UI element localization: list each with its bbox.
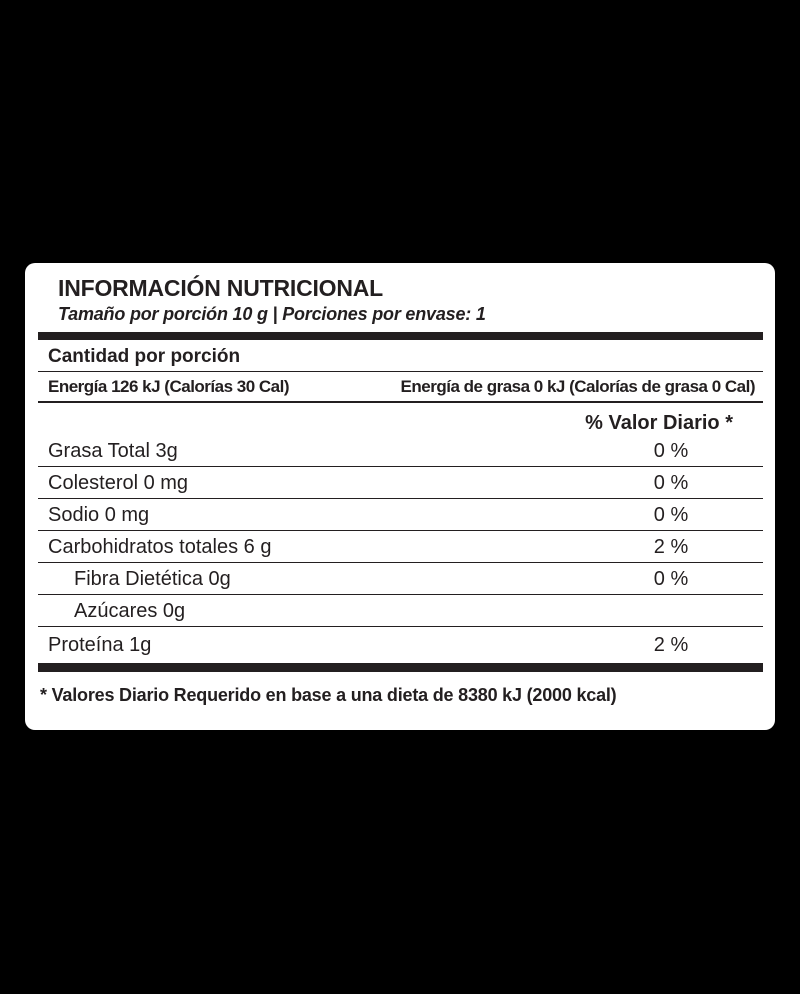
nutrient-daily-value: 0 % [653,471,689,494]
energy-from-fat-value: Energía de grasa 0 kJ (Calorías de grasa 0 Cal) [400,377,755,396]
nutrient-name: Colesterol 0 mg [48,471,189,494]
nutrient-daily-value: 0 % [653,439,689,462]
nutrient-row-dietary-fiber [38,563,763,595]
nutrient-name: Carbohidratos totales 6 g [48,535,272,558]
nutrient-name: Grasa Total 3g [48,439,178,462]
nutrient-daily-value: 0 % [653,503,689,526]
nutrient-name: Fibra Dietética 0g [74,567,231,590]
energy-row [38,372,763,403]
nutrient-table [38,435,763,663]
nutrient-daily-value: 0 % [653,567,689,590]
nutrient-daily-value: 2 % [653,535,689,558]
nutrient-name: Proteína 1g [48,634,152,656]
nutrient-name: Azúcares 0g [74,599,186,622]
daily-value-column-header: % Valor Diario * [585,412,733,434]
serving-size-line: Tamaño por porción 10 g | Porciones por envase: 1 [58,304,486,324]
nutrient-row-total-carbohydrate [38,531,763,563]
nutrient-row-cholesterol [38,467,763,499]
energy-value: Energía 126 kJ (Calorías 30 Cal) [48,377,290,396]
nutrient-name: Sodio 0 mg [48,503,150,526]
nutrition-label-title: INFORMACIÓN NUTRICIONAL [58,275,384,301]
nutrient-daily-value: 2 % [653,634,689,656]
nutrient-row-total-fat [38,435,763,467]
nutrient-row-sodium [38,499,763,531]
separator-bar-bottom [38,663,763,672]
nutrition-facts-panel [25,263,775,730]
daily-value-footnote: * Valores Diario Requerido en base a una dieta de 8380 kJ (2000 kcal) [40,685,617,705]
nutrient-row-sugars [38,595,763,627]
nutrient-row-protein [38,627,763,663]
separator-bar-top [38,332,763,340]
amount-per-serving-header: Cantidad por porción [38,342,763,372]
